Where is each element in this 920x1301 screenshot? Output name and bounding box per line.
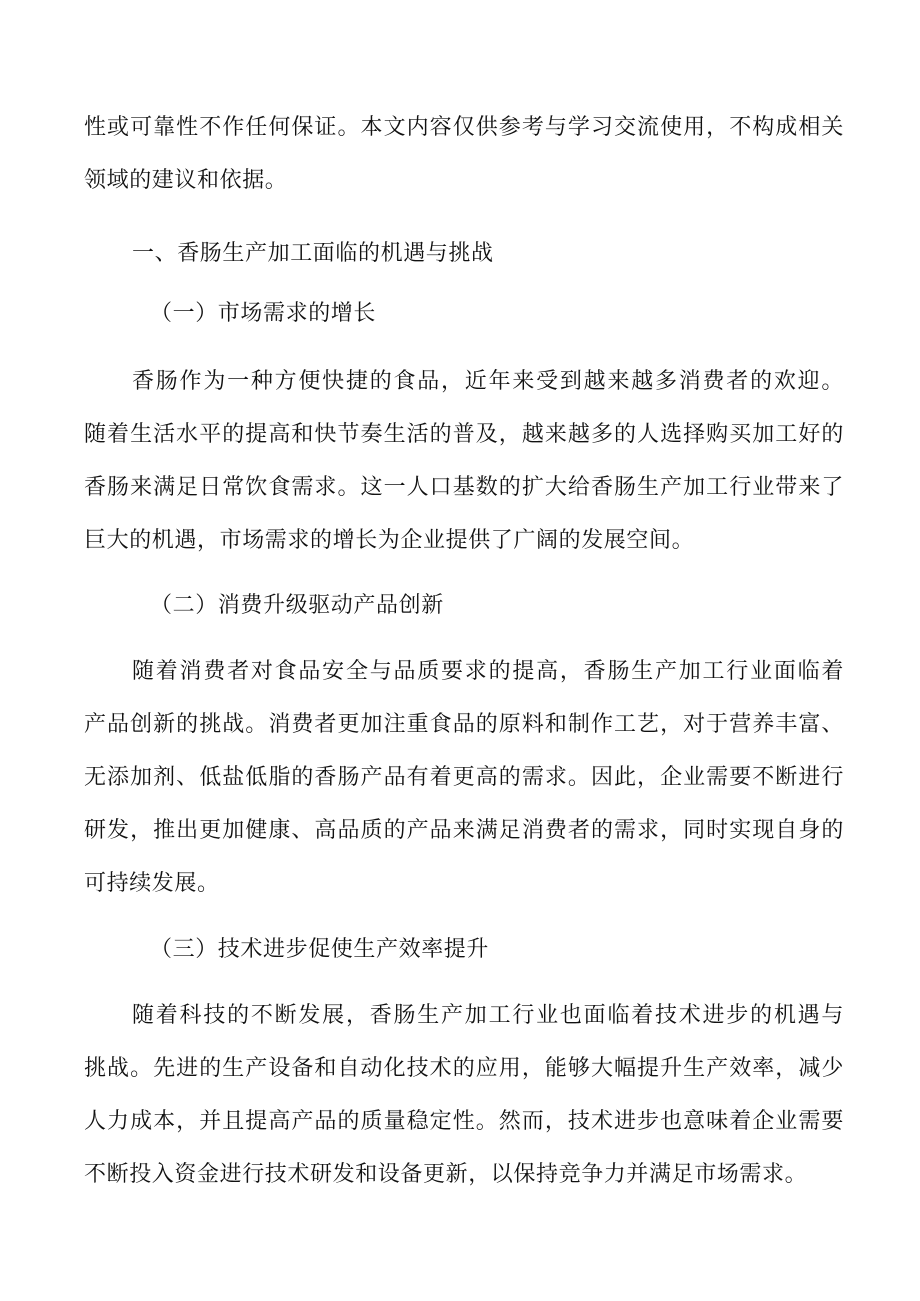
subsection-3-line-3: 人力成本，并且提高产品的质量稳定性。然而，技术进步也意味着企业需要: [84, 1109, 844, 1134]
subsection-2-line-5: 可持续发展。: [84, 871, 220, 896]
subsection-3-line-1: 随着科技的不断发展，香肠生产加工行业也面临着技术进步的机遇与: [132, 1003, 844, 1028]
subsection-3-heading: （三）技术进步促使生产效率提升: [150, 937, 490, 962]
subsection-1-line-3: 香肠来满足日常饮食需求。这一人口基数的扩大给香肠生产加工行业带来了: [84, 475, 844, 500]
section-heading: 一、香肠生产加工面临的机遇与挑战: [132, 241, 494, 266]
subsection-1-line-2: 随着生活水平的提高和快节奏生活的普及，越来越多的人选择购买加工好的: [84, 422, 844, 447]
subsection-3-line-4: 不断投入资金进行技术研发和设备更新，以保持竞争力并满足市场需求。: [84, 1162, 808, 1187]
intro-line-1: 性或可靠性不作任何保证。本文内容仅供参考与学习交流使用，不构成相关: [84, 115, 844, 140]
subsection-1-line-4: 巨大的机遇，市场需求的增长为企业提供了广阔的发展空间。: [84, 528, 695, 553]
intro-line-2: 领域的建议和依据。: [84, 168, 288, 193]
subsection-2-heading: （二）消费升级驱动产品创新: [150, 593, 444, 618]
subsection-2-line-3: 无添加剂、低盐低脂的香肠产品有着更高的需求。因此，企业需要不断进行: [84, 765, 844, 790]
subsection-2-line-4: 研发，推出更加健康、高品质的产品来满足消费者的需求，同时实现自身的: [84, 818, 844, 843]
subsection-1-heading: （一）市场需求的增长: [150, 301, 377, 326]
subsection-2-line-2: 产品创新的挑战。消费者更加注重食品的原料和制作工艺，对于营养丰富、: [84, 712, 844, 737]
subsection-1-line-1: 香肠作为一种方便快捷的食品，近年来受到越来越多消费者的欢迎。: [132, 369, 844, 394]
subsection-2-line-1: 随着消费者对食品安全与品质要求的提高，香肠生产加工行业面临着: [132, 659, 844, 684]
subsection-3-line-2: 挑战。先进的生产设备和自动化技术的应用，能够大幅提升生产效率，减少: [84, 1056, 844, 1081]
